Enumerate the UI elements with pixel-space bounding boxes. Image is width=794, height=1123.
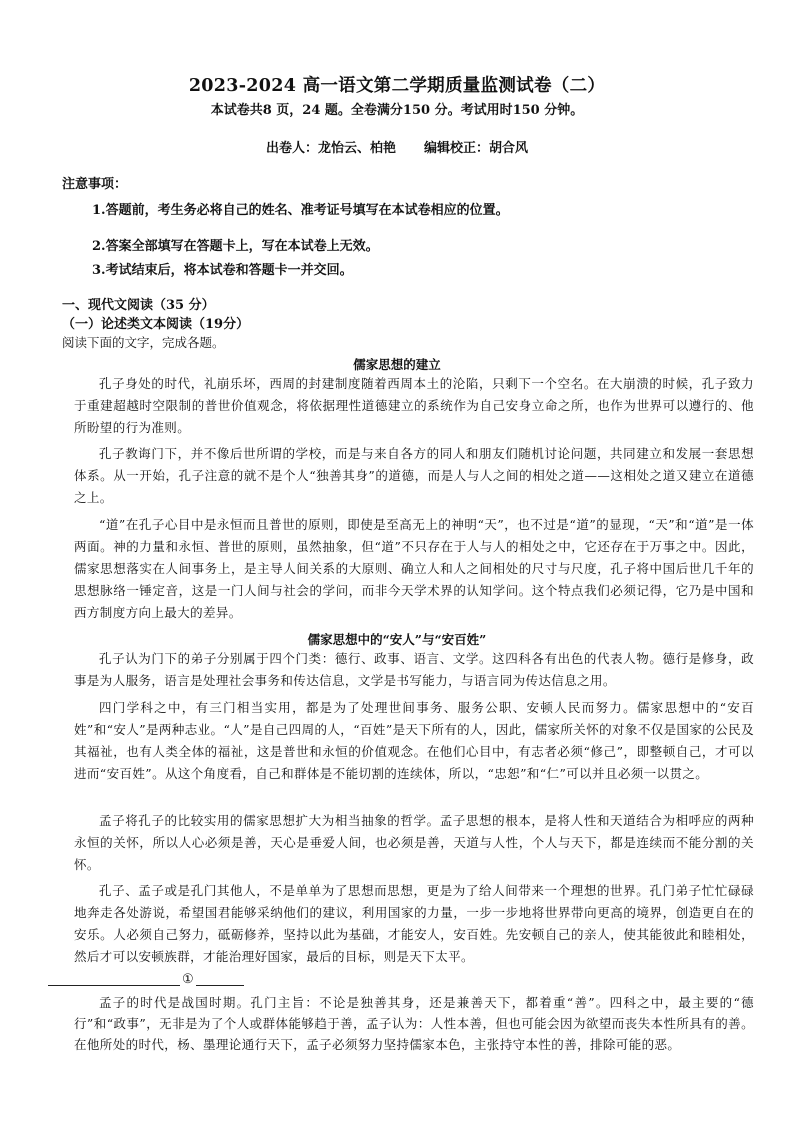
authors-line <box>0 137 794 156</box>
note-item: 3.考试结束后，将本试卷和答题卡一并交回。 <box>92 263 353 278</box>
article-paragraph: 孔子、孟子或是孔门其他人，不是单单为了思想而思想，更是为了给人间带来一个理想的世界。孔门弟子忙忙碌碌地奔走各处游说，希望国君能够采纳他们的建议，利用国家的力量，一步一步地将世界带向更高的境界，创造更自在的安乐。人必须自己努力，砥砺修养，坚持以此为基础，才能安人，安百姓。先安顿自己的亲人，使其能彼此和睦相处，然后才可以安顿族群，才能治理好国家，最后的目标，则是天下太平。 <box>74 883 754 964</box>
footnote-marker: ① <box>182 972 194 987</box>
subsection-heading: （一）论述类文本阅读（19分） <box>62 317 250 332</box>
note-item: 1.答题前，考生务必将自己的姓名、准考证号填写在本试卷相应的位置。 <box>92 203 509 218</box>
reading-instruction: 阅读下面的文字，完成各题。 <box>62 335 225 350</box>
editor-names: 编辑校正：胡合风 <box>424 141 529 156</box>
author-names: 出卷人：龙怡云、柏艳 <box>265 141 396 156</box>
section-heading: 一、现代文阅读（35 分） <box>62 298 215 313</box>
exam-info: 本试卷共8 页，24 题。全卷满分150 分。考试用时150 分钟。 <box>210 103 584 118</box>
notes-heading: 注意事项： <box>62 177 128 192</box>
article-paragraph: 孟子将孔子的比较实用的儒家思想扩大为相当抽象的哲学。孟子思想的根本，是将人性和天道结合为相呼应的两种永恒的关怀，所以人心必须是善，天心是垂爱人间，也必须是善，天道与人性，个人与天下，都是连续而不能分割的关怀。 <box>74 813 754 872</box>
article-paragraph: 四门学科之中，有三门相当实用，都是为了处理世间事务、服务公职、安顿人民而努力。儒家思想中的“安百姓”和“安人”是两种志业。“人”是自己四周的人，“百姓”是天下所有的人，因此，儒家所关怀的对象不仅是国家的公民及其福祉，也有人类全体的福祉，这是普世和永恒的价值观念。在他们心目中，有志者必须“修己”，即整顿自己，才可以进而“安百姓”。从这个角度看，自己和群体是不能切割的连续体，所以，“忠恕”和“仁”可以并且必须一以贯之。 <box>74 700 754 781</box>
article-paragraph: 孟子的时代是战国时期。孔门主旨：不论是独善其身，还是兼善天下，都着重“善”。四科之中，最主要的“德行”和“政事”，无非是为了个人或群体能够趋于善，孟子认为：人性本善，但也可能会因为欲望而丧失本性所具有的善。在他所处的时代，杨、墨理论通行天下，孟子必须努力坚持儒家本色，主张持守本性的善，排除可能的恶。 <box>74 995 754 1052</box>
article-paragraph: 孔子教诲门下，并不像后世所谓的学校，而是与来自各方的同人和朋友们随机讨论问题，共同建立和发展一套思想体系。从一开始，孔子注意的就不是个人“独善其身”的道德，而是人与人之间的相处之道——这相处之道又建立在道德之上。 <box>74 446 754 505</box>
article-paragraph: “道”在孔子心目中是永恒而且普世的原则，即使是至高无上的神明“天”，也不过是“道”的显现，“天”和“道”是一体两面。神的力量和永恒、普世的原则，虽然抽象，但“道”不只存在于人与人的相处之中，它还存在于万事之中。因此，儒家思想落实在人间事务上，是主导人间关系的大原则、确立人和人之间相处的尺寸与尺度，孔子将中国后世几千年的思想脉络一锤定音，这是一门人间与社会的学问，而非今天学术界的认知学问。这个特点我们必须记得，它乃是中国和西方制度方向上最大的差异。 <box>74 517 754 620</box>
note-item: 2.答案全部填写在答题卡上，写在本试卷上无效。 <box>92 239 379 254</box>
article-paragraph: 孔子认为门下的弟子分别属于四个门类：德行、政事、语言、文学。这四科各有出色的代表人物。德行是修身，政事是为人服务，语言是处理社会事务和传达信息，文学是书写能力，与语言同为传达信息之用。 <box>74 651 754 688</box>
article-subtitle: 儒家思想中的“安人”与“安百姓” <box>307 632 487 647</box>
footnote-rule <box>48 985 244 986</box>
exam-title: 2023-2024 高一语文第二学期质量监测试卷（二） <box>188 76 606 96</box>
article-subtitle: 儒家思想的建立 <box>353 357 441 372</box>
article-paragraph: 孔子身处的时代，礼崩乐坏，西周的封建制度随着西周本土的沦陷，只剩下一个空名。在大崩溃的时候，孔子致力于重建超越时空限制的普世价值观念，将依据理性道德建立的系统作为自己安身立命之所，也作为世界可以遵行的、他所盼望的行为准则。 <box>74 376 754 435</box>
